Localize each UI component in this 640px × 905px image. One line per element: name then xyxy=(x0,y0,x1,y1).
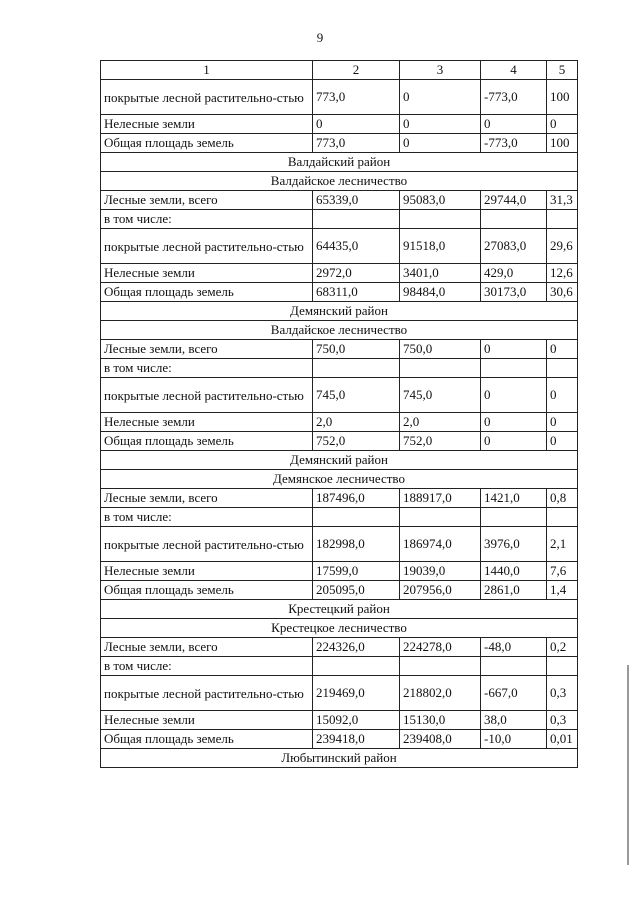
table-row xyxy=(101,134,578,153)
value-cell: 30,6 xyxy=(547,283,578,302)
table-row xyxy=(101,508,578,527)
header-cell: 2 xyxy=(313,61,400,80)
row-label: в том числе: xyxy=(101,210,313,229)
value-cell: 0,01 xyxy=(547,730,578,749)
value-cell: 218802,0 xyxy=(400,676,481,711)
value-cell: 745,0 xyxy=(313,378,400,413)
row-label: Общая площадь земель xyxy=(101,432,313,451)
header-cell: 5 xyxy=(547,61,578,80)
row-label: Лесные земли, всего xyxy=(101,340,313,359)
value-cell: 0 xyxy=(400,134,481,153)
value-cell: 219469,0 xyxy=(313,676,400,711)
value-cell xyxy=(547,210,578,229)
row-label: покрытые лесной растительно-стью xyxy=(101,378,313,413)
value-cell: 0 xyxy=(400,115,481,134)
value-cell: 0 xyxy=(400,80,481,115)
value-cell: 31,3 xyxy=(547,191,578,210)
table-row xyxy=(101,378,578,413)
value-cell: 224278,0 xyxy=(400,638,481,657)
value-cell: 2,0 xyxy=(313,413,400,432)
value-cell xyxy=(313,508,400,527)
value-cell xyxy=(481,210,547,229)
table-row xyxy=(101,229,578,264)
value-cell: 773,0 xyxy=(313,134,400,153)
section-title: Валдайский район xyxy=(101,153,578,172)
row-label: покрытые лесной растительно-стью xyxy=(101,229,313,264)
value-cell: 752,0 xyxy=(313,432,400,451)
table-row xyxy=(101,489,578,508)
value-cell: 205095,0 xyxy=(313,581,400,600)
value-cell: 3976,0 xyxy=(481,527,547,562)
value-cell: 1,4 xyxy=(547,581,578,600)
value-cell: 2861,0 xyxy=(481,581,547,600)
value-cell: 186974,0 xyxy=(400,527,481,562)
value-cell: 1421,0 xyxy=(481,489,547,508)
value-cell: 15130,0 xyxy=(400,711,481,730)
row-label: Общая площадь земель xyxy=(101,134,313,153)
table-row xyxy=(101,283,578,302)
value-cell: 773,0 xyxy=(313,80,400,115)
row-label: Общая площадь земель xyxy=(101,581,313,600)
row-label: покрытые лесной растительно-стью xyxy=(101,527,313,562)
value-cell: 239418,0 xyxy=(313,730,400,749)
value-cell xyxy=(481,359,547,378)
row-label: Нелесные земли xyxy=(101,264,313,283)
value-cell: 0 xyxy=(313,115,400,134)
value-cell: 239408,0 xyxy=(400,730,481,749)
row-label: Лесные земли, всего xyxy=(101,489,313,508)
value-cell: 429,0 xyxy=(481,264,547,283)
value-cell: 0 xyxy=(481,115,547,134)
section-row xyxy=(101,749,578,768)
row-label: Нелесные земли xyxy=(101,711,313,730)
value-cell: 187496,0 xyxy=(313,489,400,508)
section-title: Демянское лесничество xyxy=(101,470,578,489)
row-label: в том числе: xyxy=(101,359,313,378)
value-cell xyxy=(547,508,578,527)
section-row xyxy=(101,172,578,191)
value-cell: 3401,0 xyxy=(400,264,481,283)
section-row xyxy=(101,302,578,321)
value-cell xyxy=(547,359,578,378)
value-cell xyxy=(313,657,400,676)
value-cell: 0,3 xyxy=(547,711,578,730)
section-title: Валдайское лесничество xyxy=(101,321,578,340)
section-row xyxy=(101,153,578,172)
value-cell: 100 xyxy=(547,80,578,115)
value-cell: 0 xyxy=(481,432,547,451)
value-cell xyxy=(400,359,481,378)
value-cell: -773,0 xyxy=(481,134,547,153)
value-cell: 64435,0 xyxy=(313,229,400,264)
section-title: Любытинский район xyxy=(101,749,578,768)
table-row xyxy=(101,340,578,359)
value-cell: 91518,0 xyxy=(400,229,481,264)
row-label: в том числе: xyxy=(101,657,313,676)
value-cell: 100 xyxy=(547,134,578,153)
value-cell: 750,0 xyxy=(400,340,481,359)
value-cell: 7,6 xyxy=(547,562,578,581)
row-label: в том числе: xyxy=(101,508,313,527)
header-cell: 1 xyxy=(101,61,313,80)
table-row xyxy=(101,730,578,749)
value-cell: 19039,0 xyxy=(400,562,481,581)
value-cell: 188917,0 xyxy=(400,489,481,508)
value-cell: -773,0 xyxy=(481,80,547,115)
value-cell: -10,0 xyxy=(481,730,547,749)
value-cell: 0 xyxy=(481,413,547,432)
value-cell: -48,0 xyxy=(481,638,547,657)
value-cell xyxy=(481,508,547,527)
table-row xyxy=(101,432,578,451)
section-row xyxy=(101,451,578,470)
value-cell xyxy=(547,657,578,676)
section-row xyxy=(101,470,578,489)
row-label: Нелесные земли xyxy=(101,115,313,134)
value-cell: 224326,0 xyxy=(313,638,400,657)
value-cell: -667,0 xyxy=(481,676,547,711)
value-cell: 745,0 xyxy=(400,378,481,413)
header-cell: 3 xyxy=(400,61,481,80)
table-row xyxy=(101,638,578,657)
table-row xyxy=(101,413,578,432)
table-header-row xyxy=(101,61,578,80)
table-row xyxy=(101,80,578,115)
value-cell: 2,0 xyxy=(400,413,481,432)
page-number: 9 xyxy=(316,30,324,45)
section-row xyxy=(101,600,578,619)
table-row xyxy=(101,657,578,676)
value-cell: 29,6 xyxy=(547,229,578,264)
table-row xyxy=(101,676,578,711)
table-row xyxy=(101,581,578,600)
value-cell: 182998,0 xyxy=(313,527,400,562)
value-cell: 0 xyxy=(481,378,547,413)
value-cell xyxy=(313,359,400,378)
row-label: Нелесные земли xyxy=(101,562,313,581)
value-cell: 68311,0 xyxy=(313,283,400,302)
value-cell: 38,0 xyxy=(481,711,547,730)
section-row xyxy=(101,619,578,638)
value-cell: 65339,0 xyxy=(313,191,400,210)
value-cell xyxy=(400,657,481,676)
value-cell: 752,0 xyxy=(400,432,481,451)
value-cell: 12,6 xyxy=(547,264,578,283)
value-cell: 0 xyxy=(547,413,578,432)
section-title: Демянский район xyxy=(101,302,578,321)
value-cell: 27083,0 xyxy=(481,229,547,264)
table-row xyxy=(101,527,578,562)
table-row xyxy=(101,115,578,134)
row-label: Лесные земли, всего xyxy=(101,638,313,657)
section-title: Крестецкий район xyxy=(101,600,578,619)
row-label: Общая площадь земель xyxy=(101,730,313,749)
value-cell: 0 xyxy=(481,340,547,359)
section-title: Валдайское лесничество xyxy=(101,172,578,191)
value-cell: 29744,0 xyxy=(481,191,547,210)
value-cell: 0 xyxy=(547,340,578,359)
section-title: Крестецкое лесничество xyxy=(101,619,578,638)
table-row xyxy=(101,711,578,730)
row-label: покрытые лесной растительно-стью xyxy=(101,80,313,115)
value-cell: 2972,0 xyxy=(313,264,400,283)
section-title: Демянский район xyxy=(101,451,578,470)
table-row xyxy=(101,191,578,210)
row-label: покрытые лесной растительно-стью xyxy=(101,676,313,711)
value-cell xyxy=(400,508,481,527)
value-cell: 0 xyxy=(547,432,578,451)
header-cell: 4 xyxy=(481,61,547,80)
value-cell: 0,8 xyxy=(547,489,578,508)
value-cell: 0 xyxy=(547,378,578,413)
table-row xyxy=(101,359,578,378)
land-area-table xyxy=(100,60,578,768)
value-cell: 30173,0 xyxy=(481,283,547,302)
table-row xyxy=(101,562,578,581)
value-cell: 0 xyxy=(547,115,578,134)
value-cell: 17599,0 xyxy=(313,562,400,581)
value-cell: 750,0 xyxy=(313,340,400,359)
row-label: Нелесные земли xyxy=(101,413,313,432)
value-cell xyxy=(313,210,400,229)
value-cell xyxy=(400,210,481,229)
value-cell: 1440,0 xyxy=(481,562,547,581)
value-cell: 95083,0 xyxy=(400,191,481,210)
value-cell: 0,2 xyxy=(547,638,578,657)
table-row xyxy=(101,264,578,283)
table-body xyxy=(101,61,578,768)
row-label: Общая площадь земель xyxy=(101,283,313,302)
section-row xyxy=(101,321,578,340)
value-cell xyxy=(481,657,547,676)
scan-edge-mark xyxy=(627,665,629,865)
table-row xyxy=(101,210,578,229)
value-cell: 2,1 xyxy=(547,527,578,562)
value-cell: 0,3 xyxy=(547,676,578,711)
value-cell: 207956,0 xyxy=(400,581,481,600)
row-label: Лесные земли, всего xyxy=(101,191,313,210)
value-cell: 98484,0 xyxy=(400,283,481,302)
value-cell: 15092,0 xyxy=(313,711,400,730)
